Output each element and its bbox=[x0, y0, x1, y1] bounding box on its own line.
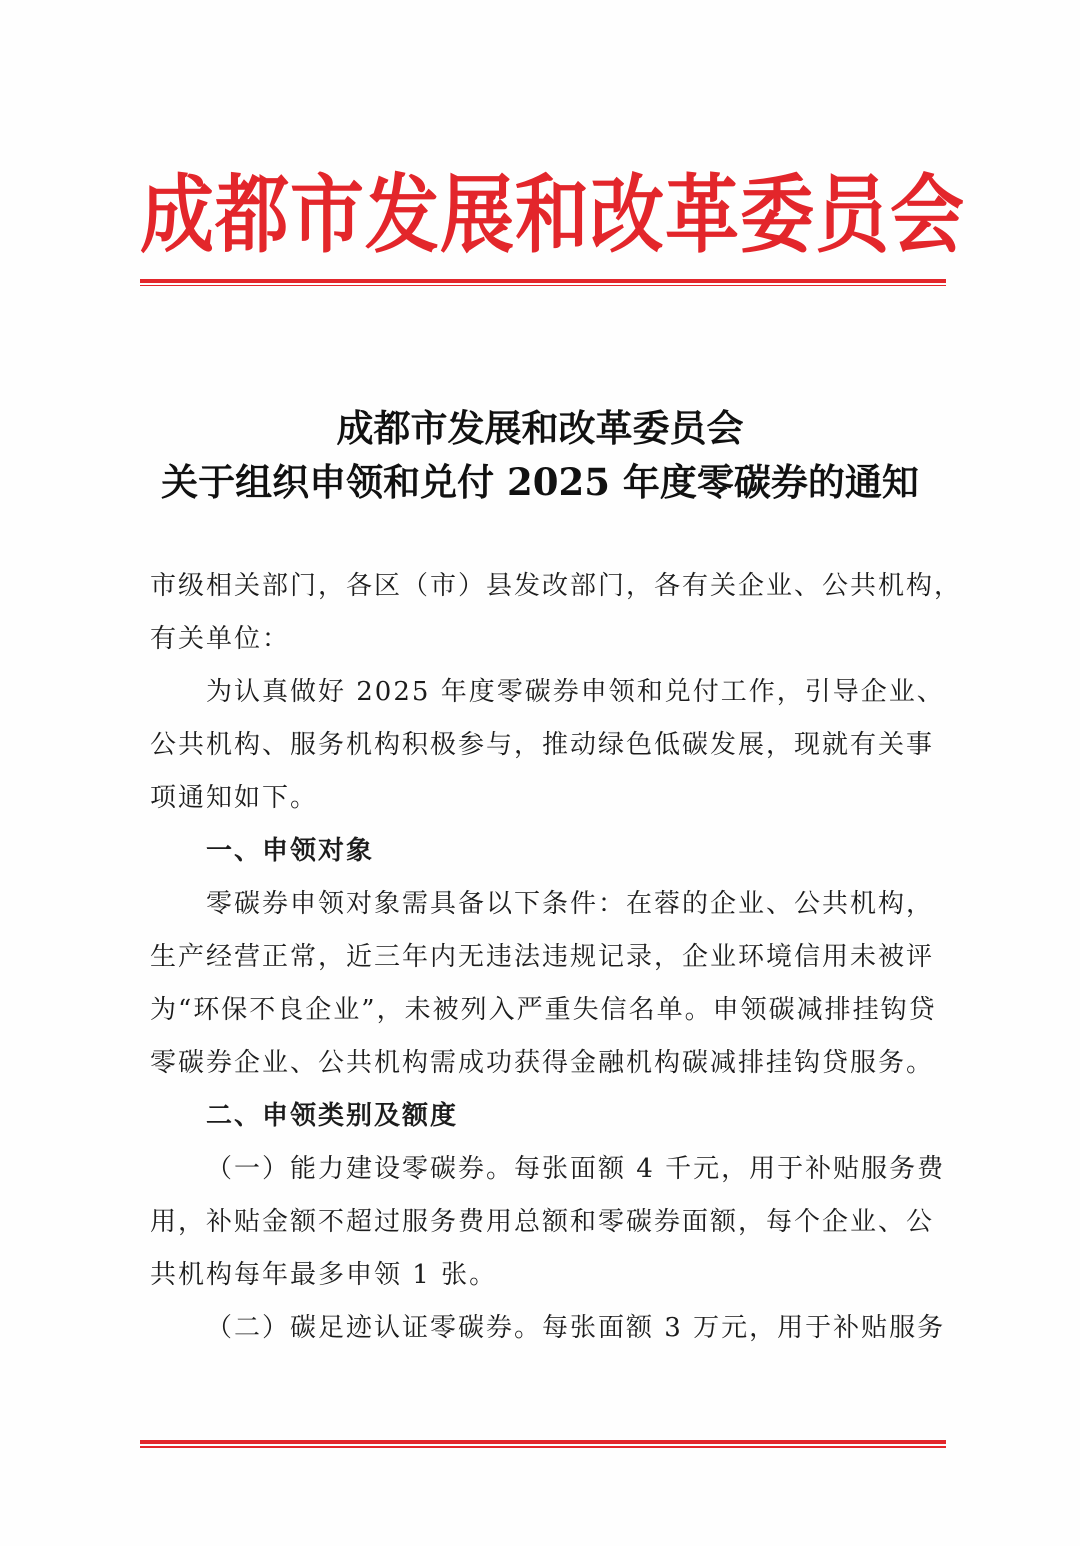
paragraph-line: 零碳券申领对象需具备以下条件：在蓉的企业、公共机构， bbox=[206, 889, 935, 919]
paragraph-line: 用，补贴金额不超过服务费用总额和零碳券面额，每个企业、公 bbox=[150, 1207, 935, 1237]
addressee-line: 有关单位： bbox=[150, 624, 291, 654]
footer-red-rule bbox=[140, 1440, 946, 1444]
section-heading: 一、申领对象 bbox=[206, 836, 375, 866]
document-body bbox=[150, 560, 963, 1355]
paragraph-line: 生产经营正常，近三年内无违法违规记录，企业环境信用未被评 bbox=[150, 942, 935, 972]
footer-red-rule-thin bbox=[140, 1446, 946, 1448]
paragraph-line: 公共机构、服务机构积极参与，推动绿色低碳发展，现就有关事 bbox=[150, 730, 935, 760]
paragraph-line: 零碳券企业、公共机构需成功获得金融机构碳减排挂钩贷服务。 bbox=[150, 1048, 935, 1078]
paragraph-line: 共机构每年最多申领 1 张。 bbox=[150, 1260, 498, 1290]
masthead-red-rule-thin bbox=[140, 285, 946, 286]
document-title-line-2: 关于组织申领和兑付 2025 年度零碳券的通知 bbox=[161, 460, 919, 504]
addressee-line: 市级相关部门，各区（市）县发改部门，各有关企业、公共机构， bbox=[150, 571, 963, 601]
masthead-red-rule bbox=[140, 279, 946, 283]
paragraph-line: 为认真做好 2025 年度零碳券申领和兑付工作，引导企业、 bbox=[206, 677, 945, 707]
paragraph-line: （二）碳足迹认证零碳券。每张面额 3 万元，用于补贴服务 bbox=[206, 1313, 946, 1343]
section-heading: 二、申领类别及额度 bbox=[206, 1101, 459, 1131]
masthead-org-name: 成都市发展和改革委员会 bbox=[140, 166, 965, 265]
paragraph-line: （一）能力建设零碳券。每张面额 4 千元，用于补贴服务费 bbox=[206, 1154, 946, 1184]
document-title-line-1: 成都市发展和改革委员会 bbox=[336, 406, 744, 450]
paragraph-line: 为“环保不良企业”，未被列入严重失信名单。申领碳减排挂钩贷 bbox=[150, 995, 937, 1025]
paragraph-line: 项通知如下。 bbox=[150, 783, 319, 813]
